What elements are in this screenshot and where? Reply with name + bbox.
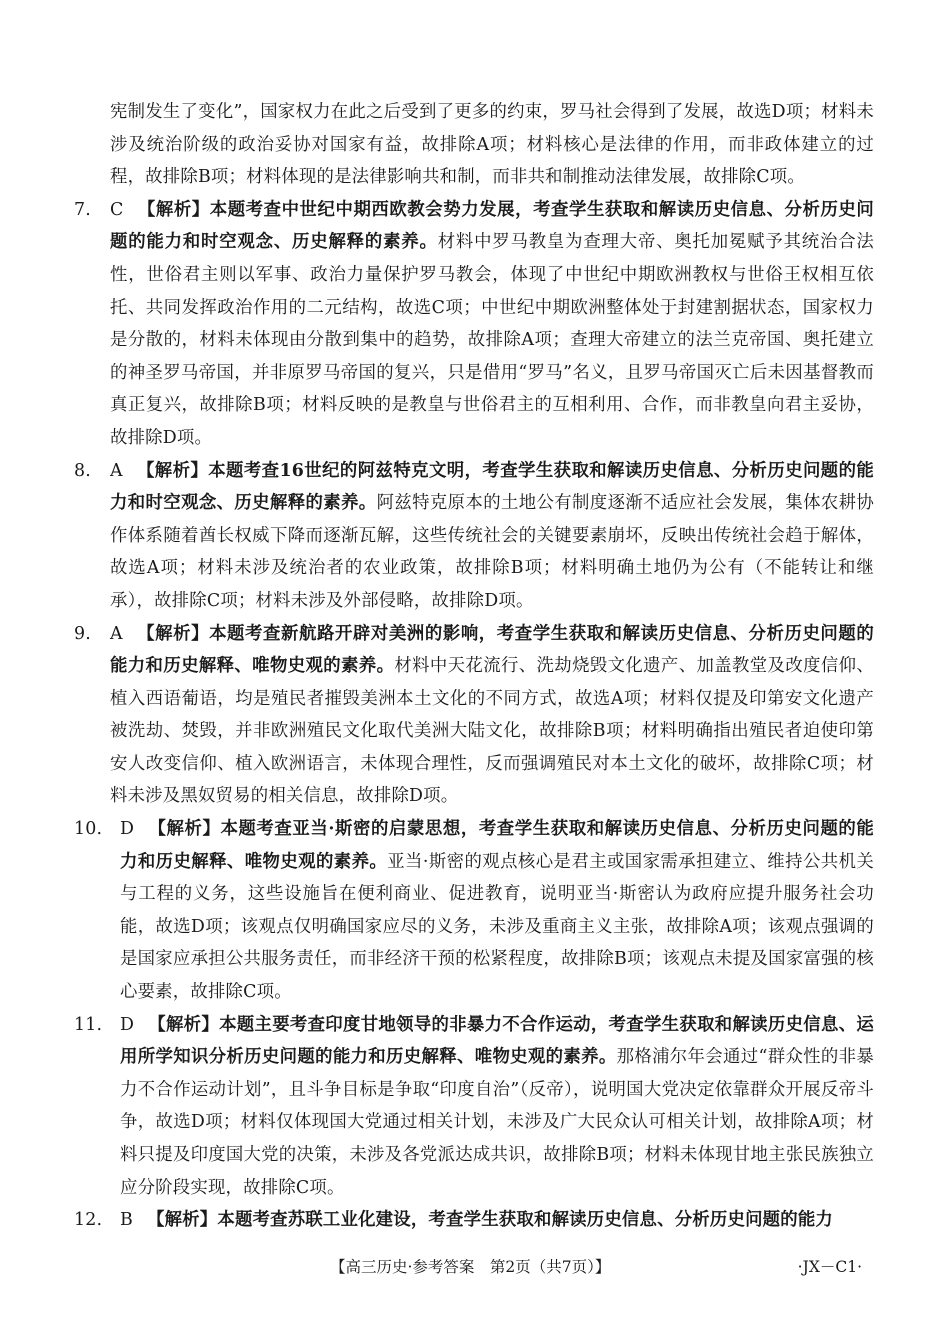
answer-item-11 bbox=[74, 1009, 874, 1205]
answer-item-7 bbox=[74, 194, 874, 455]
item-lead: 【解析】本题主要考查印度甘地领导的非暴力不合作运动，考查学生获取和解读历史信息、运用所学知识分析历史问题的能力和历史解释、唯物史观的素养。 bbox=[120, 1014, 874, 1068]
item-body: 材料中天花流行、洗劫烧毁文化遗产、加盖教堂及改度信仰、植入西语葡语，均是殖民者摧毁美洲本土文化的不同方式，故选A项；材料仅提及印第安文化遗产被洗劫、焚毁，并非欧洲殖民文化取代美洲大陆文化，故排除B项；材料明确指出殖民者迫使印第安人改变信仰、植入欧洲语言，未体现合理性，反而强调殖民对本土文化的破坏，故排除C项；材料未涉及黑奴贸易的相关信息，故排除D项。 bbox=[110, 656, 875, 807]
answer-item-12 bbox=[74, 1204, 874, 1237]
item-lead: 【解析】本题考查苏联工业化建设，考查学生获取和解读历史信息、分析历史问题的能力 bbox=[146, 1210, 834, 1231]
item-body: 阿兹特克原本的土地公有制度逐渐不适应社会发展，集体农耕协作体系随着酋长权威下降而逐渐瓦解，这些传统社会的关键要素崩坏，反映出传统社会趋于解体，故选A项；材料未涉及统治者的农业政策，故排除B项；材料明确土地仍为公有（不能转让和继承），故排除C项；材料未涉及外部侵略，故排除D项。 bbox=[110, 493, 874, 611]
continuation-paragraph: 宪制发生了变化”，国家权力在此之后受到了更多的约束，罗马社会得到了发展，故选D项；材料未涉及统治阶级的政治妥协对国家有益，故排除A项；材料核心是法律的作用，而非政体建立的过程，故排除B项；材料体现的是法律影响共和制，而非共和制推动法律发展，故排除C项。 bbox=[110, 102, 874, 188]
item-lead: 【解析】本题考查亚当·斯密的启蒙思想，考查学生获取和解读历史信息、分析历史问题的能力和历史解释、唯物史观的素养。 bbox=[120, 819, 874, 872]
item-number: 8. bbox=[74, 460, 91, 481]
item-lead: 【解析】本题考查16世纪的阿兹特克文明，考查学生获取和解读历史信息、分析历史问题的能力和时空观念、历史解释的素养。 bbox=[110, 460, 874, 514]
item-answer: D bbox=[120, 819, 135, 840]
item-lead: 【解析】本题考查中世纪中期西欧教会势力发展，考查学生获取和解读历史信息、分析历史问题的能力和时空观念、历史解释的素养。 bbox=[110, 199, 874, 253]
item-number: 10. bbox=[74, 819, 103, 840]
answer-item-8 bbox=[74, 455, 874, 618]
item-number: 9. bbox=[74, 623, 91, 644]
answer-item-9 bbox=[74, 618, 874, 814]
item-answer: C bbox=[110, 199, 124, 220]
answer-item-10 bbox=[74, 813, 874, 1009]
item-number: 12. bbox=[74, 1210, 103, 1231]
item-number: 7. bbox=[74, 199, 91, 220]
item-answer: D bbox=[120, 1014, 135, 1035]
footer-code: ·JX－C1· bbox=[797, 1258, 862, 1276]
item-lead: 【解析】本题考查新航路开辟对美洲的影响，考查学生获取和解读历史信息、分析历史问题的能力和历史解释、唯物史观的素养。 bbox=[110, 623, 874, 677]
item-answer: B bbox=[120, 1210, 133, 1231]
item-body: 材料中罗马教皇为查理大帝、奥托加冕赋予其统治合法性，世俗君主则以军事、政治力量保护罗马教会，体现了中世纪中期欧洲教权与世俗王权相互依托、共同发挥政治作用的二元结构，故选C项；中世纪中期欧洲整体处于封建割据状态，国家权力是分散的，材料未体现由分散到集中的趋势，故排除A项；查理大帝建立的法兰克帝国、奥托建立的神圣罗马帝国，并非原罗马帝国的复兴，只是借用“罗马”名义，且罗马帝国灭亡后未因基督教而真正复兴，故排除B项；材料反映的是教皇与世俗君主的互相利用、合作，而非教皇向君主妥协，故排除D项。 bbox=[110, 232, 874, 448]
item-answer: A bbox=[110, 460, 123, 481]
item-body: 亚当·斯密的观点核心是君主或国家需承担建立、维持公共机关与工程的义务，这些设施旨在便利商业、促进教育，说明亚当·斯密认为政府应提升服务社会功能，故选D项；该观点仅明确国家应尽的义务，未涉及重商主义主张，故排除A项；该观点强调的是国家应承担公共服务责任，而非经济干预的松紧程度，故排除B项；该观点未提及国家富强的核心要素，故排除C项。 bbox=[120, 851, 874, 1003]
item-answer: A bbox=[110, 623, 123, 644]
item-number: 11. bbox=[74, 1014, 103, 1035]
item-body: 那格浦尔年会通过“群众性的非暴力不合作运动计划”，且斗争目标是争取“印度自治”（反帝），说明国大党决定依靠群众开展反帝斗争，故选D项；材料仅体现国大党通过相关计划，未涉及广大民众认可相关计划，故排除A项；材料只提及印度国大党的决策，未涉及各党派达成共识，故排除B项；材料未体现甘地主张民族独立应分阶段实现，故排除C项。 bbox=[120, 1047, 874, 1198]
answer-content bbox=[74, 96, 874, 1237]
footer-page-label: 【高三历史·参考答案 第2页（共7页）】 bbox=[330, 1258, 611, 1276]
page-footer bbox=[0, 1255, 950, 1285]
